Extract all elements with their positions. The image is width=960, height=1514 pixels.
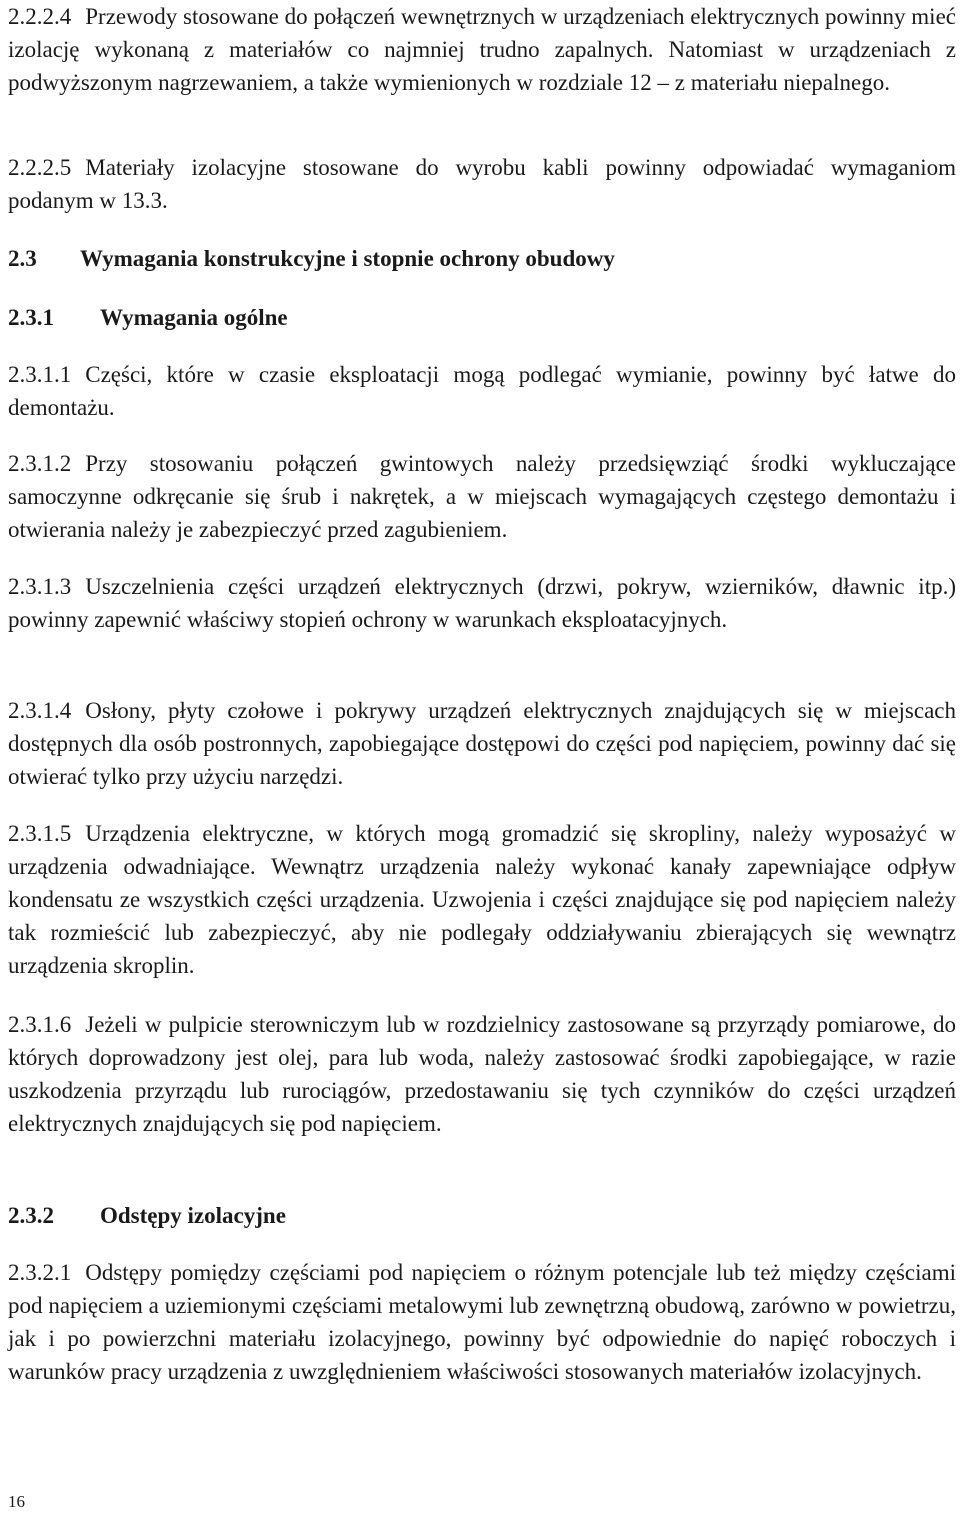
paragraph-2-3-1-3 bbox=[8, 570, 956, 636]
paragraph-2-3-1-6 bbox=[8, 1008, 956, 1140]
heading-title: Wymagania konstrukcyjne i stopnie ochrony obudowy bbox=[80, 246, 615, 271]
paragraph-2-3-1-4 bbox=[8, 694, 956, 793]
paragraph-2-3-1-1 bbox=[8, 358, 956, 424]
paragraph-number: 2.3.1.2 bbox=[8, 451, 72, 476]
paragraph-number: 2.3.1.6 bbox=[8, 1012, 72, 1037]
paragraph-2-2-2-5 bbox=[8, 151, 956, 217]
paragraph-text: Materiały izolacyjne stosowane do wyrobu kabli powinny odpowiadać wymaganiom podanym w 13.3. bbox=[8, 155, 956, 213]
paragraph-text: Odstępy pomiędzy częściami pod napięciem o różnym potencjale lub też między częściami pod napięciem a uziemionymi częściami metalowymi lub zewnętrzną obudową, zarówno w powietrzu, jak i po powierzchni materiału izolacyjnego, powinny być odpowiednie do napięć roboczych i warunków pracy urządzenia z uwzględnieniem właściwości stosowanych materiałów izolacyjnych. bbox=[8, 1260, 956, 1384]
heading-number: 2.3.2 bbox=[8, 1203, 54, 1228]
paragraph-text: Urządzenia elektryczne, w których mogą gromadzić się skropliny, należy wyposażyć w urządzenia odwadniające. Wewnątrz urządzenia należy wykonać kanały zapewniające odpływ kondensatu ze wszystkich części urządzenia. Uzwojenia i części znajdujące się pod napięciem należy tak rozmieścić lub zabezpieczyć, aby nie podlegały oddziaływaniu zbierających się wewnątrz urządzenia skroplin. bbox=[8, 821, 956, 978]
section-heading-2-3-2 bbox=[8, 1199, 286, 1232]
paragraph-number: 2.2.2.5 bbox=[8, 155, 72, 180]
paragraph-number: 2.3.1.4 bbox=[8, 698, 72, 723]
paragraph-text: Uszczelnienia części urządzeń elektrycznych (drzwi, pokryw, wzierników, dławnic itp.) powinny zapewnić właściwy stopień ochrony w warunkach eksploatacyjnych. bbox=[8, 574, 956, 632]
heading-title: Wymagania ogólne bbox=[100, 305, 288, 330]
paragraph-text: Przy stosowaniu połączeń gwintowych należy przedsięwziąć środki wykluczające samoczynne odkręcanie się śrub i nakrętek, a w miejscach wymagających częstego demontażu i otwierania należy je zabezpieczyć przed zagubieniem. bbox=[8, 451, 956, 542]
paragraph-2-3-1-2 bbox=[8, 447, 956, 546]
paragraph-text: Przewody stosowane do połączeń wewnętrznych w urządzeniach elektrycznych powinny mieć izolację wykonaną z materiałów co najmniej trudno zapalnych. Natomiast w urządzeniach z podwyższonym nagrzewaniem, a także wymienionych w rozdziale 12 – z materiału niepalnego. bbox=[8, 4, 956, 95]
paragraph-2-3-2-1 bbox=[8, 1256, 956, 1388]
paragraph-number: 2.3.2.1 bbox=[8, 1260, 72, 1285]
section-heading-2-3-1 bbox=[8, 301, 288, 334]
paragraph-number: 2.3.1.5 bbox=[8, 821, 72, 846]
heading-number: 2.3.1 bbox=[8, 305, 54, 330]
paragraph-text: Osłony, płyty czołowe i pokrywy urządzeń elektrycznych znajdujących się w miejscach dostępnych dla osób postronnych, zapobiegające dostępowi do części pod napięciem, powinny dać się otwierać tylko przy użyciu narzędzi. bbox=[8, 698, 956, 789]
paragraph-number: 2.3.1.3 bbox=[8, 574, 72, 599]
page-number: 16 bbox=[8, 1492, 25, 1511]
section-heading-2-3 bbox=[8, 242, 615, 275]
paragraph-number: 2.2.2.4 bbox=[8, 4, 72, 29]
paragraph-2-3-1-5 bbox=[8, 817, 956, 982]
paragraph-2-2-2-4 bbox=[8, 0, 956, 99]
paragraph-number: 2.3.1.1 bbox=[8, 362, 72, 387]
paragraph-text: Jeżeli w pulpicie sterowniczym lub w rozdzielnicy zastosowane są przyrządy pomiarowe, do których doprowadzony jest olej, para lub woda, należy zastosować środki zapobiegające, w razie uszkodzenia przyrządu lub rurociągów, przedostawaniu się tych czynników do części urządzeń elektrycznych znajdujących się pod napięciem. bbox=[8, 1012, 956, 1136]
heading-title: Odstępy izolacyjne bbox=[100, 1203, 286, 1228]
paragraph-text: Części, które w czasie eksploatacji mogą podlegać wymianie, powinny być łatwe do demontażu. bbox=[8, 362, 956, 420]
heading-number: 2.3 bbox=[8, 246, 37, 271]
